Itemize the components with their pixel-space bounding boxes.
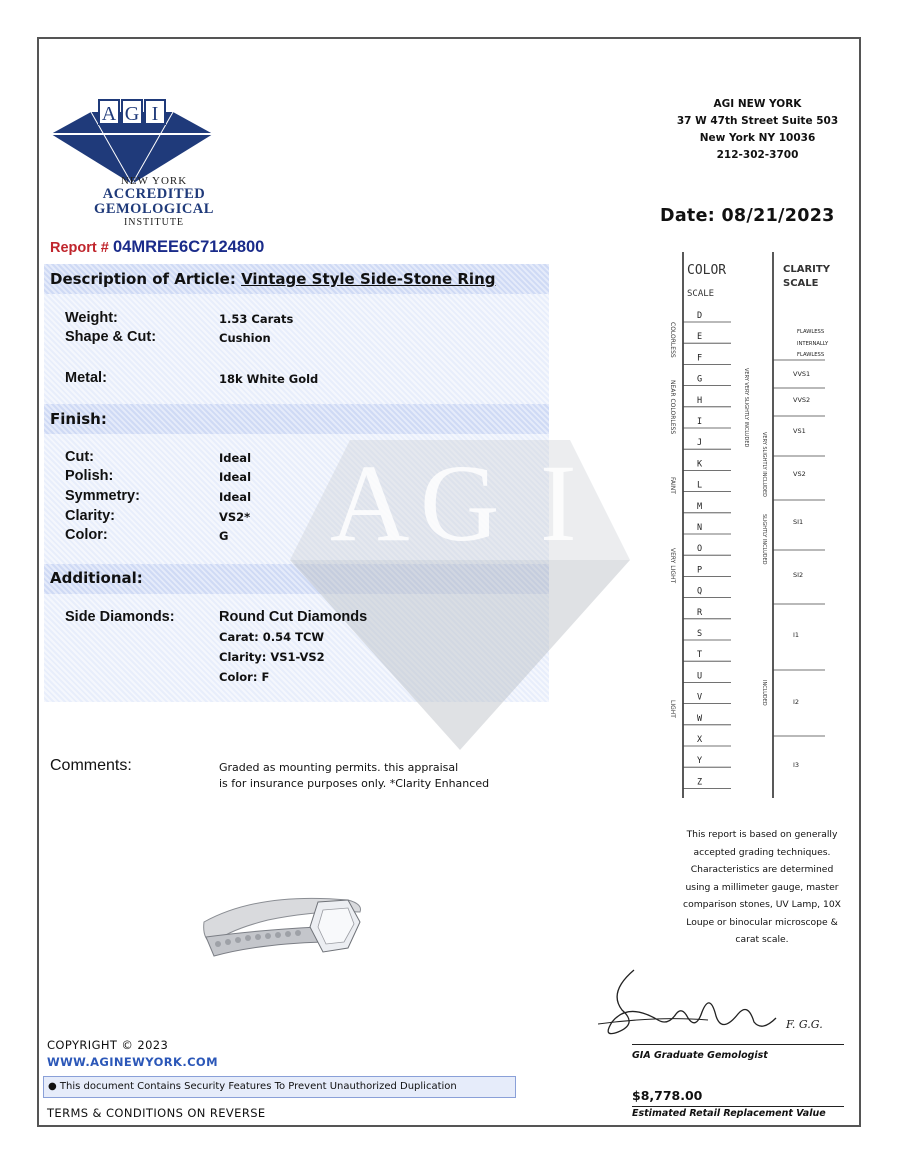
- office-city: New York NY 10036: [699, 132, 816, 144]
- color-group-faint: FAINT: [669, 477, 676, 494]
- finish-value-polish: Ideal: [219, 470, 252, 484]
- price-label: Estimated Retail Replacement Value: [632, 1108, 826, 1119]
- clarity-scale-subtitle: SCALE: [783, 278, 819, 289]
- office-phone: 212-302-3700: [716, 149, 799, 161]
- clarity-grade: FLAWLESS: [797, 329, 825, 335]
- note-line: Characteristics are determined: [690, 864, 834, 875]
- side-diamonds-color: Color: F: [219, 670, 270, 684]
- description-label: Description of Article:: [50, 270, 236, 288]
- color-grade: R: [697, 607, 703, 618]
- spec-label-weight: Weight:: [65, 310, 118, 326]
- description-row: [50, 270, 495, 288]
- clarity-grade: SI2: [793, 571, 804, 579]
- color-grade: H: [697, 395, 703, 406]
- color-grade: G: [697, 374, 703, 385]
- agi-logo: [47, 94, 217, 184]
- color-grade: Q: [697, 586, 703, 597]
- logo-new-york: NEW YORK: [120, 175, 188, 187]
- color-grade: D: [697, 311, 703, 321]
- logo-letter-i: I: [151, 103, 159, 125]
- clarity-grade: INTERNALLY: [797, 341, 829, 347]
- color-group-light: LIGHT: [669, 700, 676, 718]
- color-grade: F: [697, 353, 703, 364]
- clarity-grade: I1: [793, 631, 800, 639]
- finish-title: Finish:: [50, 410, 107, 428]
- logo-institute: INSTITUTE: [123, 217, 185, 228]
- finish-label-color: Color:: [65, 527, 108, 543]
- clarity-grade: I2: [793, 698, 800, 706]
- note-line: This report is based on generally: [686, 829, 838, 840]
- agi-watermark: [250, 420, 670, 750]
- svg-text:G: G: [420, 442, 500, 564]
- clarity-grade-list: [773, 329, 829, 769]
- finish-value-symmetry: Ideal: [219, 490, 252, 504]
- security-notice: [43, 1076, 516, 1098]
- note-line: comparison stones, UV Lamp, 10X: [683, 899, 841, 910]
- finish-label-polish: Polish:: [65, 468, 114, 484]
- spec-label-shape: Shape & Cut:: [65, 329, 157, 345]
- color-group-very-light: VERY LIGHT: [669, 548, 676, 584]
- spec-value-metal: 18k White Gold: [219, 372, 319, 386]
- grading-scale: [665, 252, 845, 802]
- color-grade: T: [697, 650, 703, 661]
- office-street: 37 W 47th Street Suite 503: [676, 115, 839, 127]
- color-grade: P: [697, 565, 703, 576]
- office-address: [660, 96, 855, 164]
- copyright: COPYRIGHT © 2023: [47, 1038, 169, 1052]
- finish-value-clarity: VS2*: [219, 510, 251, 524]
- retail-price: $8,778.00: [632, 1088, 703, 1103]
- report-id: 04MREE6C7124800: [113, 238, 265, 256]
- finish-label-clarity: Clarity:: [65, 508, 115, 524]
- color-scale-subtitle: SCALE: [687, 289, 715, 299]
- signature-line: [632, 1044, 844, 1045]
- finish-label-symmetry: Symmetry:: [65, 488, 140, 504]
- spec-value-weight: 1.53 Carats: [219, 312, 294, 326]
- color-grade: Z: [697, 777, 703, 788]
- comments-line: Graded as mounting permits. this appraisal: [219, 761, 459, 774]
- clarity-group-vvs: VERY VERY SLIGHTLY INCLUDED: [743, 368, 749, 448]
- signature-title: GIA Graduate Gemologist: [632, 1050, 768, 1061]
- color-grade-list: [683, 311, 731, 788]
- note-line: carat scale.: [735, 934, 789, 945]
- website-link[interactable]: WWW.AGINEWYORK.COM: [47, 1055, 218, 1069]
- color-grade: E: [697, 332, 703, 343]
- signature: [598, 962, 838, 1052]
- color-grade: I: [697, 417, 703, 427]
- clarity-grade: VVS2: [793, 396, 811, 404]
- color-group-near-colorless: NEAR COLORLESS: [669, 380, 676, 435]
- note-line: using a millimeter gauge, master: [685, 881, 839, 893]
- finish-value-cut: Ideal: [219, 451, 252, 465]
- color-grade: Y: [697, 756, 703, 767]
- logo-text: [49, 175, 259, 228]
- clarity-group-vs: VERY SLIGHTLY INCLUDED: [761, 432, 767, 498]
- logo-accredited: ACCREDITED GEMOLOGICAL: [94, 186, 214, 217]
- spec-label-metal: Metal:: [65, 370, 107, 386]
- clarity-grade: VVS1: [793, 370, 811, 378]
- color-grade: L: [697, 480, 703, 491]
- clarity-group-si: SLIGHTLY INCLUDED: [761, 514, 767, 565]
- comments-text: [219, 760, 539, 792]
- color-grade: K: [697, 459, 703, 470]
- color-grade: S: [697, 629, 703, 639]
- comments-label: Comments:: [50, 757, 132, 774]
- svg-text:F. G.G.: F. G.G.: [786, 1018, 823, 1031]
- color-grade: V: [697, 692, 703, 703]
- lock-icon: ●: [48, 1081, 57, 1092]
- additional-title: Additional:: [50, 569, 143, 587]
- specs-band: [44, 294, 549, 404]
- color-grade: O: [697, 544, 703, 555]
- finish-value-color: G: [219, 529, 229, 543]
- clarity-group-included: INCLUDED: [761, 680, 767, 706]
- grading-note: [676, 826, 848, 949]
- side-diamonds-type: Round Cut Diamonds: [219, 609, 368, 625]
- clarity-scale-title: CLARITY: [783, 264, 830, 275]
- comments-line: is for insurance purposes only. *Clarity Enhanced: [219, 777, 490, 790]
- color-grade: W: [697, 713, 703, 724]
- price-line: [632, 1106, 844, 1107]
- color-scale-title: COLOR: [687, 263, 727, 278]
- ring-image: [198, 882, 368, 967]
- color-group-colorless: COLORLESS: [669, 322, 676, 358]
- note-line: Loupe or binocular microscope &: [686, 916, 838, 928]
- office-name: AGI NEW YORK: [713, 98, 802, 110]
- clarity-grade: I3: [793, 761, 800, 769]
- report-label: Report #: [50, 240, 109, 256]
- color-grade: J: [697, 438, 703, 449]
- color-grade: N: [697, 523, 703, 533]
- report-date: Date: 08/21/2023: [660, 206, 835, 226]
- svg-text:I: I: [540, 442, 577, 564]
- finish-label-cut: Cut:: [65, 449, 94, 465]
- side-diamonds-label: Side Diamonds:: [65, 609, 175, 625]
- clarity-grade: SI1: [793, 518, 804, 526]
- report-number: [50, 238, 264, 257]
- color-grade: M: [697, 501, 703, 512]
- clarity-grade: VS2: [793, 470, 806, 478]
- spec-value-shape: Cushion: [219, 331, 271, 345]
- svg-text:A: A: [330, 442, 410, 564]
- terms-notice: TERMS & CONDITIONS ON REVERSE: [47, 1106, 266, 1120]
- note-line: accepted grading techniques.: [693, 846, 831, 858]
- description-value: Vintage Style Side-Stone Ring: [241, 270, 496, 288]
- clarity-grade: FLAWLESS: [797, 352, 825, 358]
- logo-letter-a: A: [101, 103, 117, 125]
- color-grade: X: [697, 735, 703, 745]
- side-diamonds-clarity: Clarity: VS1-VS2: [219, 650, 325, 664]
- clarity-grade: VS1: [793, 427, 806, 435]
- security-text: This document Contains Security Features To Prevent Unauthorized Duplication: [59, 1081, 457, 1092]
- side-diamonds-carat: Carat: 0.54 TCW: [219, 630, 325, 644]
- logo-letter-g: G: [124, 103, 140, 125]
- color-grade: U: [697, 671, 703, 682]
